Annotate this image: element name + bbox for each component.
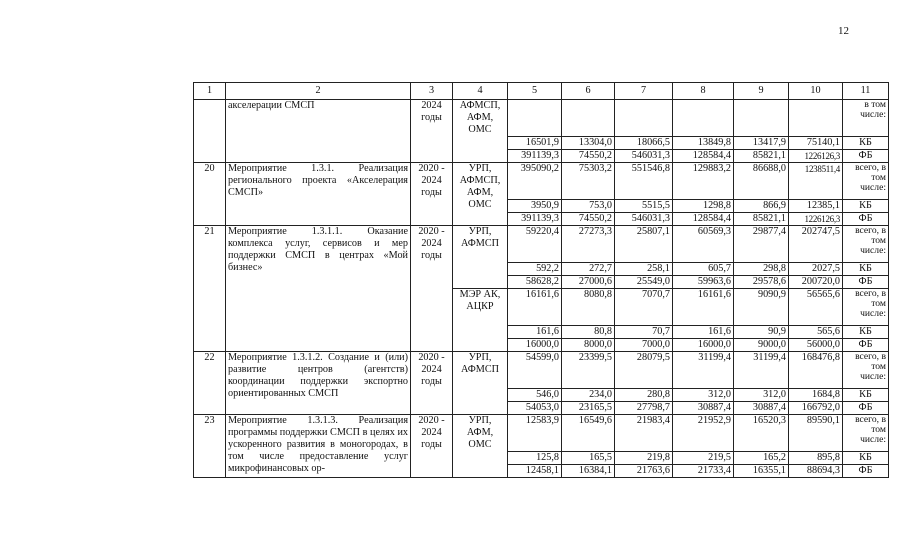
value-cell: 16000,0 [673, 339, 734, 352]
col-header: 2 [226, 83, 411, 100]
col-header: 9 [734, 83, 789, 100]
value-cell: 28079,5 [615, 352, 673, 389]
value-cell: 312,0 [673, 389, 734, 402]
value-cell: 80,8 [562, 326, 615, 339]
value-cell: 5515,5 [615, 200, 673, 213]
value-cell [789, 100, 843, 137]
value-cell: 7070,7 [615, 289, 673, 326]
value-cell: 165,5 [562, 452, 615, 465]
value-cell: 59220,4 [508, 226, 562, 263]
col-header: 10 [789, 83, 843, 100]
value-cell: 280,8 [615, 389, 673, 402]
value-cell: 12385,1 [789, 200, 843, 213]
funding-source: ФБ [843, 276, 889, 289]
executor: МЭР АК, АЦКР [453, 289, 508, 352]
value-cell: 8000,0 [562, 339, 615, 352]
funding-source: КБ [843, 326, 889, 339]
value-cell: 395090,2 [508, 163, 562, 200]
executor: УРП, АФМСП [453, 352, 508, 415]
value-cell: 592,2 [508, 263, 562, 276]
value-cell: 75303,2 [562, 163, 615, 200]
value-cell: 60569,3 [673, 226, 734, 263]
table-row [194, 163, 889, 200]
value-cell: 3950,9 [508, 200, 562, 213]
funding-source: всего, в том числе: [843, 415, 889, 452]
value-cell: 25807,1 [615, 226, 673, 263]
funding-source: всего, в том числе: [843, 352, 889, 389]
value-cell: 31199,4 [734, 352, 789, 389]
value-cell: 75140,1 [789, 137, 843, 150]
value-cell: 21952,9 [673, 415, 734, 452]
value-cell: 29578,6 [734, 276, 789, 289]
value-cell: 23165,5 [562, 402, 615, 415]
value-cell: 21983,4 [615, 415, 673, 452]
period: 2020 - 2024 годы [411, 163, 453, 226]
table-row [194, 100, 889, 137]
activity-name: Мероприятие 1.3.1. Реализация регионального проекта «Акселерация СМСП» [226, 163, 411, 226]
value-cell: 21733,4 [673, 465, 734, 478]
value-cell: 74550,2 [562, 213, 615, 226]
funding-source: всего, в том числе: [843, 289, 889, 326]
col-header: 3 [411, 83, 453, 100]
value-cell: 565,6 [789, 326, 843, 339]
col-header: 1 [194, 83, 226, 100]
value-cell: 551546,8 [615, 163, 673, 200]
value-cell: 202747,5 [789, 226, 843, 263]
value-cell: 85821,1 [734, 150, 789, 163]
value-cell: 21763,6 [615, 465, 673, 478]
value-cell: 16355,1 [734, 465, 789, 478]
col-header: 7 [615, 83, 673, 100]
value-cell: 9090,9 [734, 289, 789, 326]
activity-name: Мероприятие 1.3.1.3. Реализация программы поддержки СМСП в целях их ускоренного развития в моногородах, в том числе предоставление услуг микрофинансовых ор- [226, 415, 411, 478]
value-cell [734, 100, 789, 137]
value-cell: 753,0 [562, 200, 615, 213]
value-cell: 128584,4 [673, 150, 734, 163]
header-row [194, 83, 889, 100]
value-cell: 31199,4 [673, 352, 734, 389]
value-cell: 7000,0 [615, 339, 673, 352]
value-cell: 30887,4 [673, 402, 734, 415]
value-cell: 54599,0 [508, 352, 562, 389]
funding-source: всего, в том числе: [843, 163, 889, 200]
value-cell: 86688,0 [734, 163, 789, 200]
value-cell: 272,7 [562, 263, 615, 276]
value-cell: 168476,8 [789, 352, 843, 389]
row-number: 22 [194, 352, 226, 415]
row-number: 20 [194, 163, 226, 226]
value-cell: 13417,9 [734, 137, 789, 150]
value-cell: 58628,2 [508, 276, 562, 289]
activity-name: Мероприятие 1.3.1.1. Оказание комплекса услуг, сервисов и мер поддержки СМСП в центрах «Мой бизнес» [226, 226, 411, 352]
value-cell: 12458,1 [508, 465, 562, 478]
value-cell: 546031,3 [615, 150, 673, 163]
value-cell: 161,6 [673, 326, 734, 339]
activity-name: Мероприятие 1.3.1.2. Создание и (или) развитие центров (агентств) координации поддержки экспортно ориентированных СМСП [226, 352, 411, 415]
value-cell: 59963,6 [673, 276, 734, 289]
value-cell: 29877,4 [734, 226, 789, 263]
table-row [194, 352, 889, 389]
value-cell: 234,0 [562, 389, 615, 402]
value-cell: 546,0 [508, 389, 562, 402]
funding-table [193, 82, 889, 478]
period: 2020 - 2024 годы [411, 352, 453, 415]
value-cell [615, 100, 673, 137]
value-cell: 90,9 [734, 326, 789, 339]
value-cell: 391139,3 [508, 150, 562, 163]
value-cell: 200720,0 [789, 276, 843, 289]
value-cell: 16501,9 [508, 137, 562, 150]
value-cell [562, 100, 615, 137]
value-cell: 16161,6 [673, 289, 734, 326]
value-cell: 25549,0 [615, 276, 673, 289]
value-cell: 30887,4 [734, 402, 789, 415]
activity-name: акселерации СМСП [226, 100, 411, 163]
col-header: 4 [453, 83, 508, 100]
value-cell: 74550,2 [562, 150, 615, 163]
value-cell: 27798,7 [615, 402, 673, 415]
value-cell: 161,6 [508, 326, 562, 339]
value-cell [508, 100, 562, 137]
value-cell: 1238511,4 [789, 163, 843, 200]
value-cell: 13304,0 [562, 137, 615, 150]
value-cell: 85821,1 [734, 213, 789, 226]
row-number: 23 [194, 415, 226, 478]
funding-source: КБ [843, 452, 889, 465]
period: 2024 годы [411, 100, 453, 163]
funding-source: КБ [843, 200, 889, 213]
col-header: 6 [562, 83, 615, 100]
value-cell: 9000,0 [734, 339, 789, 352]
value-cell: 23399,5 [562, 352, 615, 389]
value-cell: 18066,5 [615, 137, 673, 150]
value-cell: 219,8 [615, 452, 673, 465]
value-cell: 70,7 [615, 326, 673, 339]
value-cell: 1298,8 [673, 200, 734, 213]
value-cell: 16161,6 [508, 289, 562, 326]
funding-source: КБ [843, 263, 889, 276]
value-cell: 56000,0 [789, 339, 843, 352]
col-header: 5 [508, 83, 562, 100]
funding-source: ФБ [843, 339, 889, 352]
value-cell: 1684,8 [789, 389, 843, 402]
value-cell: 16520,3 [734, 415, 789, 452]
value-cell: 16384,1 [562, 465, 615, 478]
funding-source: всего, в том числе: [843, 226, 889, 263]
value-cell: 13849,8 [673, 137, 734, 150]
executor: УРП, АФМСП, АФМ, ОМС [453, 163, 508, 226]
col-header: 11 [843, 83, 889, 100]
value-cell: 866,9 [734, 200, 789, 213]
executor: УРП, АФМ, ОМС [453, 415, 508, 478]
value-cell: 298,8 [734, 263, 789, 276]
period: 2020 - 2024 годы [411, 226, 453, 352]
value-cell: 27000,6 [562, 276, 615, 289]
funding-source: КБ [843, 389, 889, 402]
funding-source: ФБ [843, 213, 889, 226]
row-number [194, 100, 226, 163]
value-cell [673, 100, 734, 137]
value-cell: 312,0 [734, 389, 789, 402]
table-row [194, 226, 889, 263]
value-cell: 16549,6 [562, 415, 615, 452]
value-cell: 895,8 [789, 452, 843, 465]
value-cell: 165,2 [734, 452, 789, 465]
value-cell: 88694,3 [789, 465, 843, 478]
value-cell: 54053,0 [508, 402, 562, 415]
value-cell: 16000,0 [508, 339, 562, 352]
funding-source: ФБ [843, 402, 889, 415]
value-cell: 12583,9 [508, 415, 562, 452]
value-cell: 8080,8 [562, 289, 615, 326]
value-cell: 258,1 [615, 263, 673, 276]
funding-source: ФБ [843, 465, 889, 478]
table-row [194, 415, 889, 452]
value-cell: 2027,5 [789, 263, 843, 276]
col-header: 8 [673, 83, 734, 100]
value-cell: 27273,3 [562, 226, 615, 263]
value-cell: 166792,0 [789, 402, 843, 415]
value-cell: 129883,2 [673, 163, 734, 200]
page-number: 12 [838, 25, 849, 37]
period: 2020 - 2024 годы [411, 415, 453, 478]
value-cell: 1226126,3 [789, 213, 843, 226]
executor: УРП, АФМСП [453, 226, 508, 289]
value-cell: 605,7 [673, 263, 734, 276]
value-cell: 1226126,3 [789, 150, 843, 163]
funding-source: в том числе: [843, 100, 889, 137]
value-cell: 391139,3 [508, 213, 562, 226]
value-cell: 89590,1 [789, 415, 843, 452]
value-cell: 219,5 [673, 452, 734, 465]
value-cell: 56565,6 [789, 289, 843, 326]
funding-source: КБ [843, 137, 889, 150]
value-cell: 546031,3 [615, 213, 673, 226]
value-cell: 128584,4 [673, 213, 734, 226]
executor: АФМСП, АФМ, ОМС [453, 100, 508, 163]
funding-source: ФБ [843, 150, 889, 163]
value-cell: 125,8 [508, 452, 562, 465]
row-number: 21 [194, 226, 226, 352]
